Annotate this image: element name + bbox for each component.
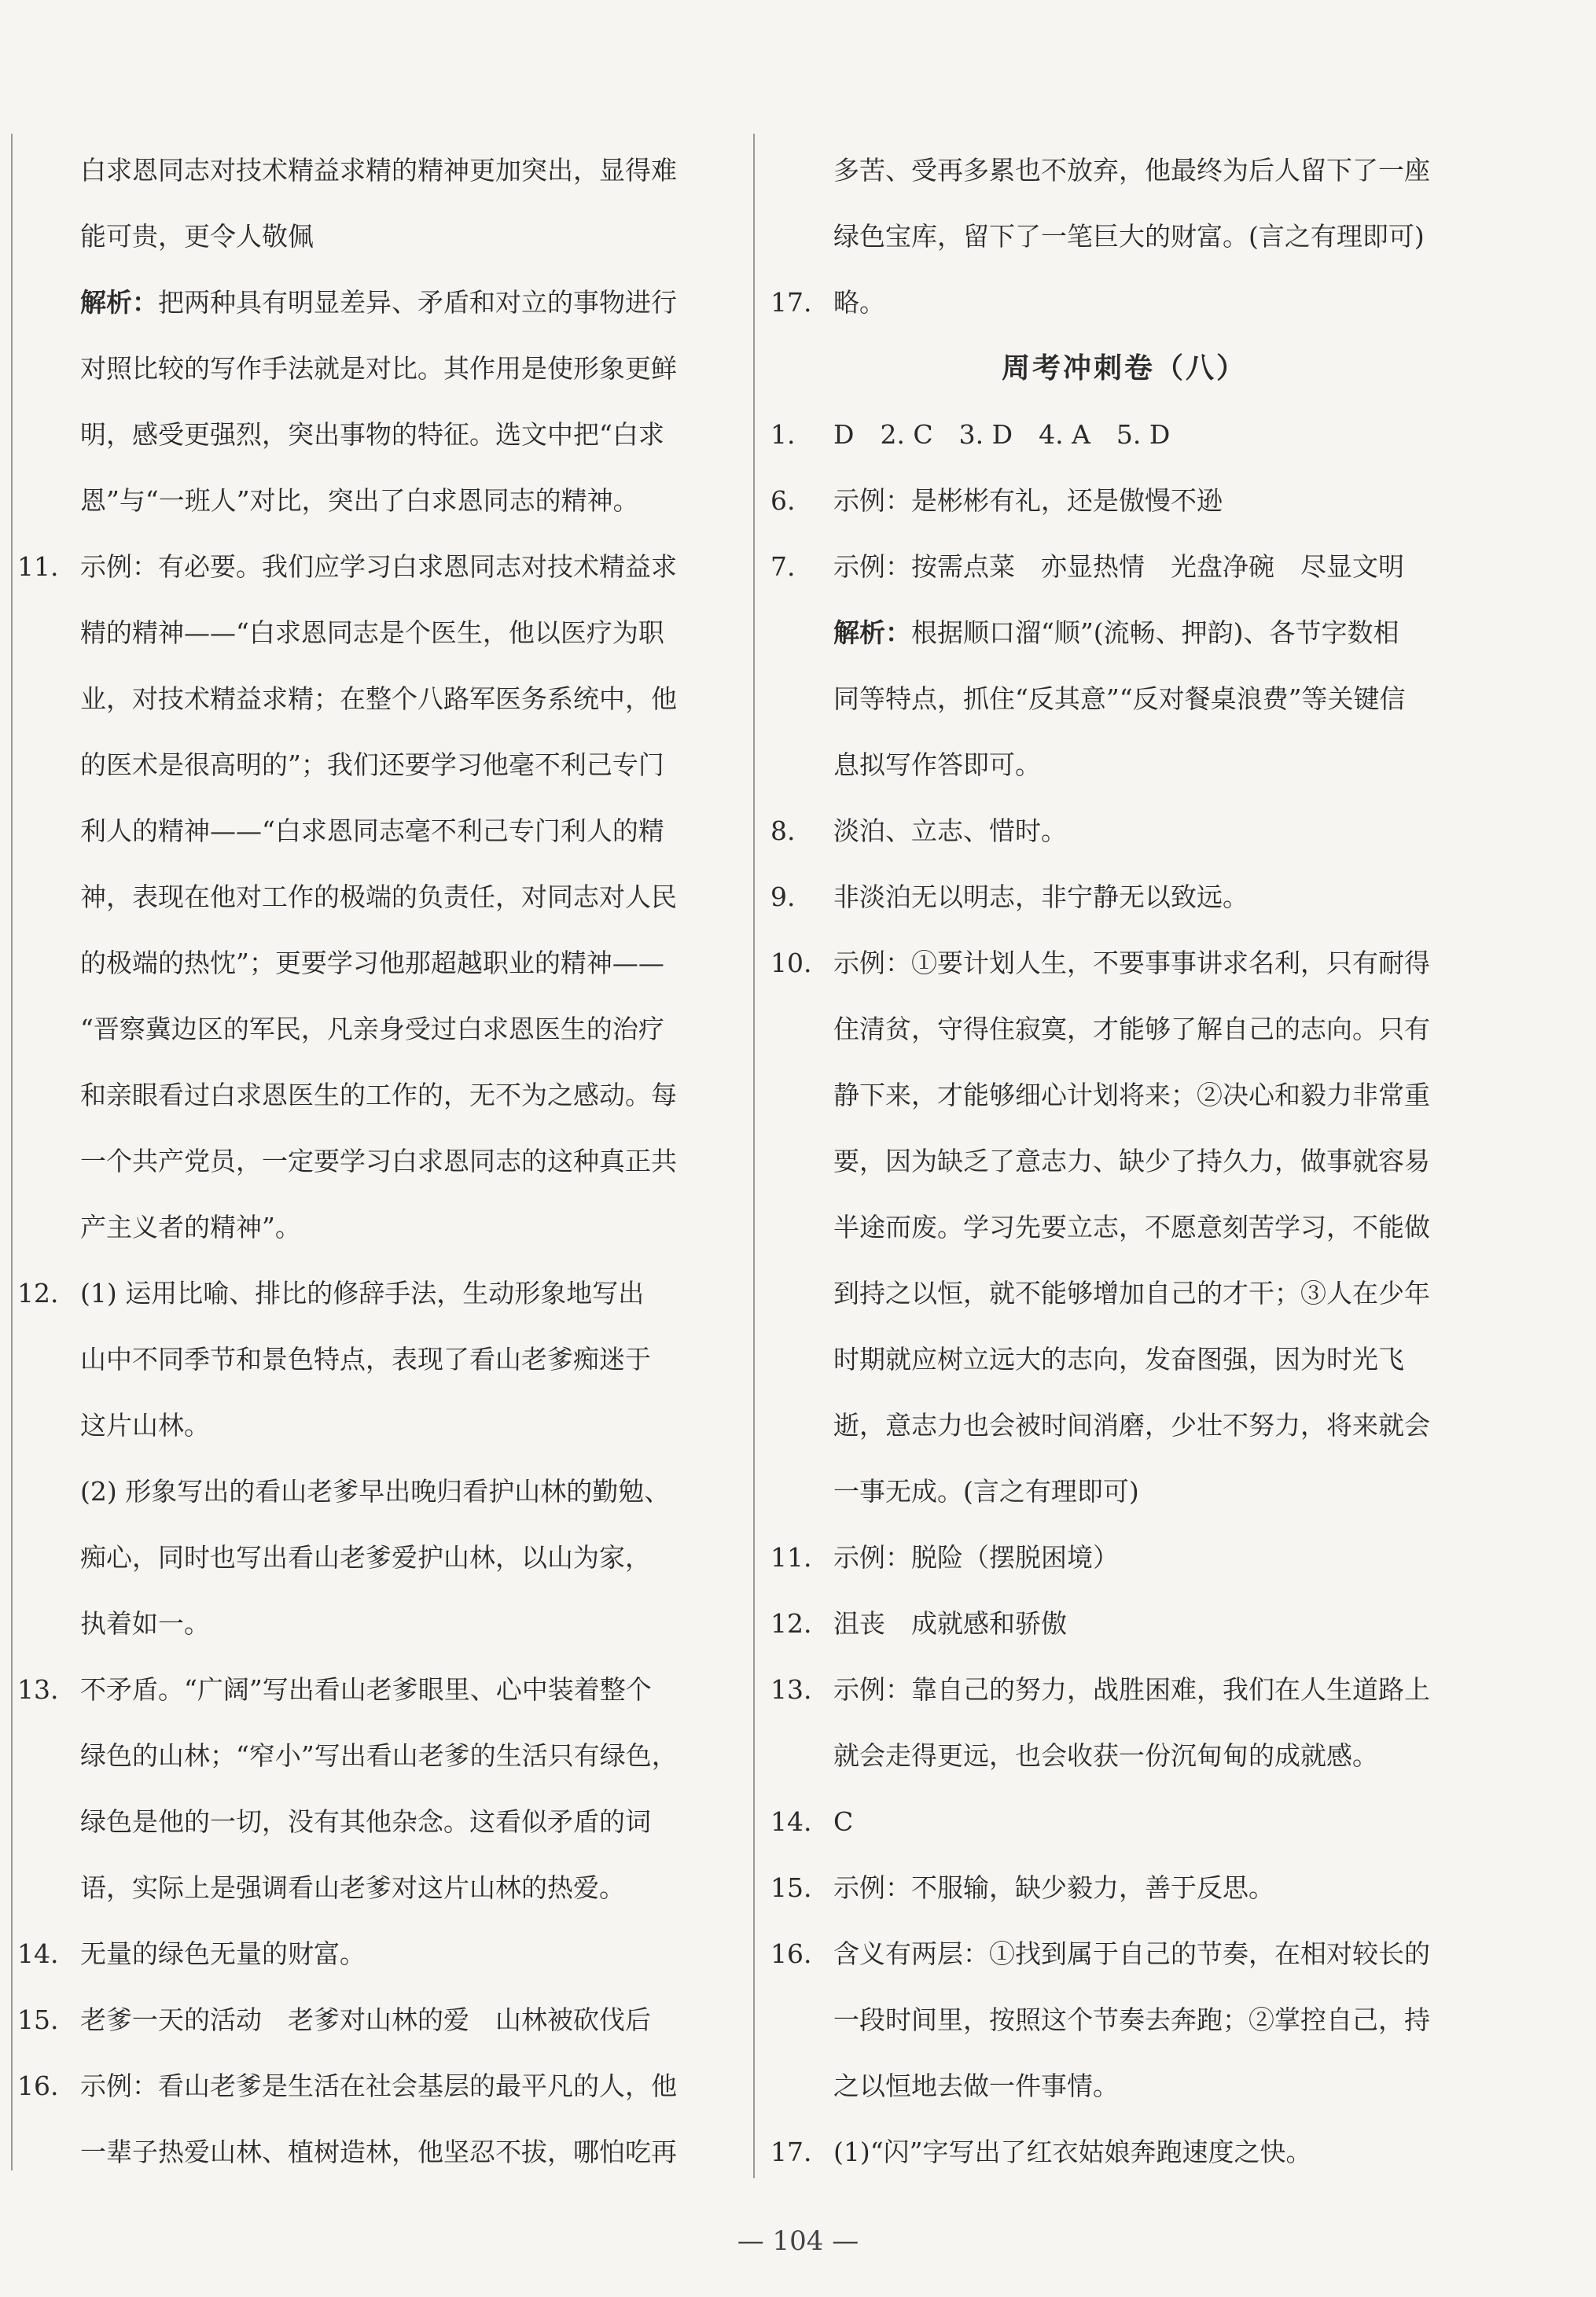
text-line: 一辈子热爱山林、植树造林，他坚忍不拔，哪怕吃再	[80, 2137, 677, 2167]
page-number: — 104 —	[737, 2225, 859, 2257]
answer-item	[770, 1657, 1478, 1723]
text-line: 静下来，才能够细心计划将来；②决心和毅力非常重	[833, 1080, 1430, 1110]
text-line: 要，因为缺乏了意志力、缺少了持久力，做事就容易	[833, 1146, 1430, 1176]
text-line: 神，表现在他对工作的极端的负责任，对同志对人民	[80, 882, 677, 912]
item-number: 1.	[770, 419, 796, 450]
item-text: (1) 运用比喻、排比的修辞手法，生动形象地写出	[80, 1278, 645, 1309]
section-title: 周考冲刺卷（八）	[1001, 352, 1247, 385]
item-text: 示例：靠自己的努力，战胜困难，我们在人生道路上	[833, 1674, 1430, 1705]
text-line: 一段时间里，按照这个节奏去奔跑；②掌控自己，持	[833, 2004, 1430, 2035]
answer-item	[17, 1261, 748, 1327]
item-number: 13.	[770, 1674, 812, 1705]
answer-item	[17, 1921, 748, 1987]
right-column	[770, 138, 1478, 2185]
text-line: 绿色的山林；“窄小”写出看山老爹的生活只有绿色，	[80, 1740, 678, 1771]
item-number: 10.	[770, 948, 812, 978]
answer-item	[17, 2053, 748, 2119]
item-number: 16.	[770, 1938, 812, 1969]
analysis-note	[770, 600, 1478, 666]
text-line: 精的精神——“白求恩同志是个医生，他以医疗为职	[80, 617, 664, 648]
text-line: 绿色宝库，留下了一笔巨大的财富。(言之有理即可)	[833, 221, 1425, 252]
item-number: 17.	[770, 287, 812, 318]
text-line: 住清贫，守得住寂寞，才能够了解自己的志向。只有	[833, 1014, 1430, 1044]
text-line: 山中不同季节和景色特点，表现了看山老爹痴迷于	[80, 1344, 651, 1375]
text-line: 一个共产党员，一定要学习白求恩同志的这种真正共	[80, 1146, 677, 1176]
item-number: 7.	[770, 551, 796, 582]
item-text: 示例：按需点菜 亦显热情 光盘净碗 尽显文明	[833, 551, 1404, 582]
text-line: 执着如一。	[80, 1608, 210, 1639]
item-text: 淡泊、立志、惜时。	[833, 815, 1067, 846]
item-text: 含义有两层：①找到属于自己的节奏，在相对较长的	[833, 1938, 1430, 1969]
item-number: 12.	[17, 1278, 59, 1309]
text-line: 这片山林。	[80, 1410, 210, 1441]
analysis-label: 解析：	[80, 287, 158, 318]
answer-item	[770, 1525, 1478, 1591]
answer-item	[770, 402, 1478, 468]
item-number: 14.	[770, 1806, 812, 1837]
item-text: 老爹一天的活动 老爹对山林的爱 山林被砍伐后	[80, 2004, 651, 2035]
analysis-text: 把两种具有明显差异、矛盾和对立的事物进行	[158, 287, 677, 318]
analysis-label: 解析：	[833, 617, 911, 648]
item-number: 17.	[770, 2137, 812, 2167]
item-text: 非淡泊无以明志，非宁静无以致远。	[833, 882, 1248, 912]
item-text: 不矛盾。“广阔”写出看山老爹眼里、心中装着整个	[80, 1674, 652, 1705]
text-line: 半途而废。学习先要立志，不愿意刻苦学习，不能做	[833, 1212, 1430, 1242]
text-line: 到持之以恒，就不能够增加自己的才干；③人在少年	[833, 1278, 1430, 1309]
answer-item	[17, 1987, 748, 2053]
item-text: 示例：看山老爹是生活在社会基层的最平凡的人，他	[80, 2071, 677, 2101]
item-number: 15.	[770, 1872, 812, 1903]
item-text: 示例：不服输，缺少毅力，善于反思。	[833, 1872, 1274, 1903]
item-text: C	[833, 1806, 854, 1837]
answer-item	[770, 798, 1478, 864]
text-line: 的医术是很高明的”；我们还要学习他毫不利己专门	[80, 749, 664, 780]
text-line: 绿色是他的一切，没有其他杂念。这看似矛盾的词	[80, 1806, 651, 1837]
item-number: 11.	[17, 551, 59, 582]
text-line: 能可贵，更令人敬佩	[80, 221, 314, 252]
text-line: 时期就应树立远大的志向，发奋图强，因为时光飞	[833, 1344, 1404, 1375]
text-line: 明，感受更强烈，突出事物的特征。选文中把“白求	[80, 419, 664, 450]
answer-item	[770, 864, 1478, 930]
item-text: 略。	[833, 287, 885, 318]
answer-item	[17, 534, 748, 600]
text-line: 业，对技术精益求精；在整个八路军医务系统中，他	[80, 683, 677, 714]
item-number: 12.	[770, 1608, 812, 1639]
text-line: 利人的精神——“白求恩同志毫不利己专门利人的精	[80, 815, 664, 846]
item-text: 示例：有必要。我们应学习白求恩同志对技术精益求	[80, 551, 677, 582]
text-line: 痴心，同时也写出看山老爹爱护山林，以山为家，	[80, 1542, 651, 1573]
text-line: 就会走得更远，也会收获一份沉甸甸的成就感。	[833, 1740, 1378, 1771]
text-line: 和亲眼看过白求恩医生的工作的，无不为之感动。每	[80, 1080, 677, 1110]
item-text: (1)“闪”字写出了红衣姑娘奔跑速度之快。	[833, 2137, 1312, 2167]
answer-item	[770, 1789, 1478, 1855]
answer-item	[770, 1855, 1478, 1921]
text-line: 息拟写作答即可。	[833, 749, 1041, 780]
text-line: 产主义者的精神”。	[80, 1212, 301, 1242]
item-text: D 2. C 3. D 4. A 5. D	[833, 419, 1171, 450]
text-line: 多苦、受再多累也不放弃，他最终为后人留下了一座	[833, 155, 1430, 186]
text-line: 一事无成。(言之有理即可)	[833, 1476, 1139, 1507]
answer-item	[770, 2119, 1478, 2185]
item-number: 15.	[17, 2004, 59, 2035]
item-number: 8.	[770, 815, 796, 846]
analysis-text: 根据顺口溜“顺”(流畅、押韵)、各节字数相	[911, 617, 1399, 648]
item-text: 无量的绿色无量的财富。	[80, 1938, 366, 1969]
answer-item	[770, 270, 1478, 336]
item-number: 16.	[17, 2071, 59, 2101]
text-line: 对照比较的写作手法就是对比。其作用是使形象更鲜	[80, 353, 677, 384]
text-line: 逝，意志力也会被时间消磨，少壮不努力，将来就会	[833, 1410, 1430, 1441]
text-line: 白求恩同志对技术精益求精的精神更加突出，显得难	[80, 155, 677, 186]
text-line: 的极端的热忱”；更要学习他那超越职业的精神——	[80, 948, 664, 978]
item-number: 14.	[17, 1938, 59, 1969]
text-line: (2) 形象写出的看山老爹早出晚归看护山林的勤勉、	[80, 1476, 671, 1507]
item-number: 11.	[770, 1542, 812, 1573]
answer-item	[770, 468, 1478, 534]
answer-item	[770, 1591, 1478, 1657]
answer-item	[770, 930, 1478, 996]
item-text: 示例：①要计划人生，不要事事讲求名利，只有耐得	[833, 948, 1430, 978]
left-column	[17, 138, 748, 2185]
text-line: 恩”与“一班人”对比，突出了白求恩同志的精神。	[80, 485, 639, 516]
answer-item	[770, 1921, 1478, 1987]
text-line: 之以恒地去做一件事情。	[833, 2071, 1119, 2101]
left-margin-rule	[11, 134, 13, 2170]
text-line: 语，实际上是强调看山老爹对这片山林的热爱。	[80, 1872, 625, 1903]
item-text: 沮丧 成就感和骄傲	[833, 1608, 1067, 1639]
item-number: 6.	[770, 485, 796, 516]
item-text: 示例：是彬彬有礼，还是傲慢不逊	[833, 485, 1223, 516]
text-line: “晋察冀边区的军民，凡亲身受过白求恩医生的治疗	[80, 1014, 664, 1044]
item-number: 9.	[770, 882, 796, 912]
column-divider	[753, 134, 755, 2178]
answer-item	[17, 1657, 748, 1723]
item-text: 示例：脱险（摆脱困境）	[833, 1542, 1119, 1573]
answer-item	[770, 534, 1478, 600]
analysis-note	[17, 270, 748, 336]
text-line: 同等特点，抓住“反其意”“反对餐桌浪费”等关键信	[833, 683, 1406, 714]
item-number: 13.	[17, 1674, 59, 1705]
